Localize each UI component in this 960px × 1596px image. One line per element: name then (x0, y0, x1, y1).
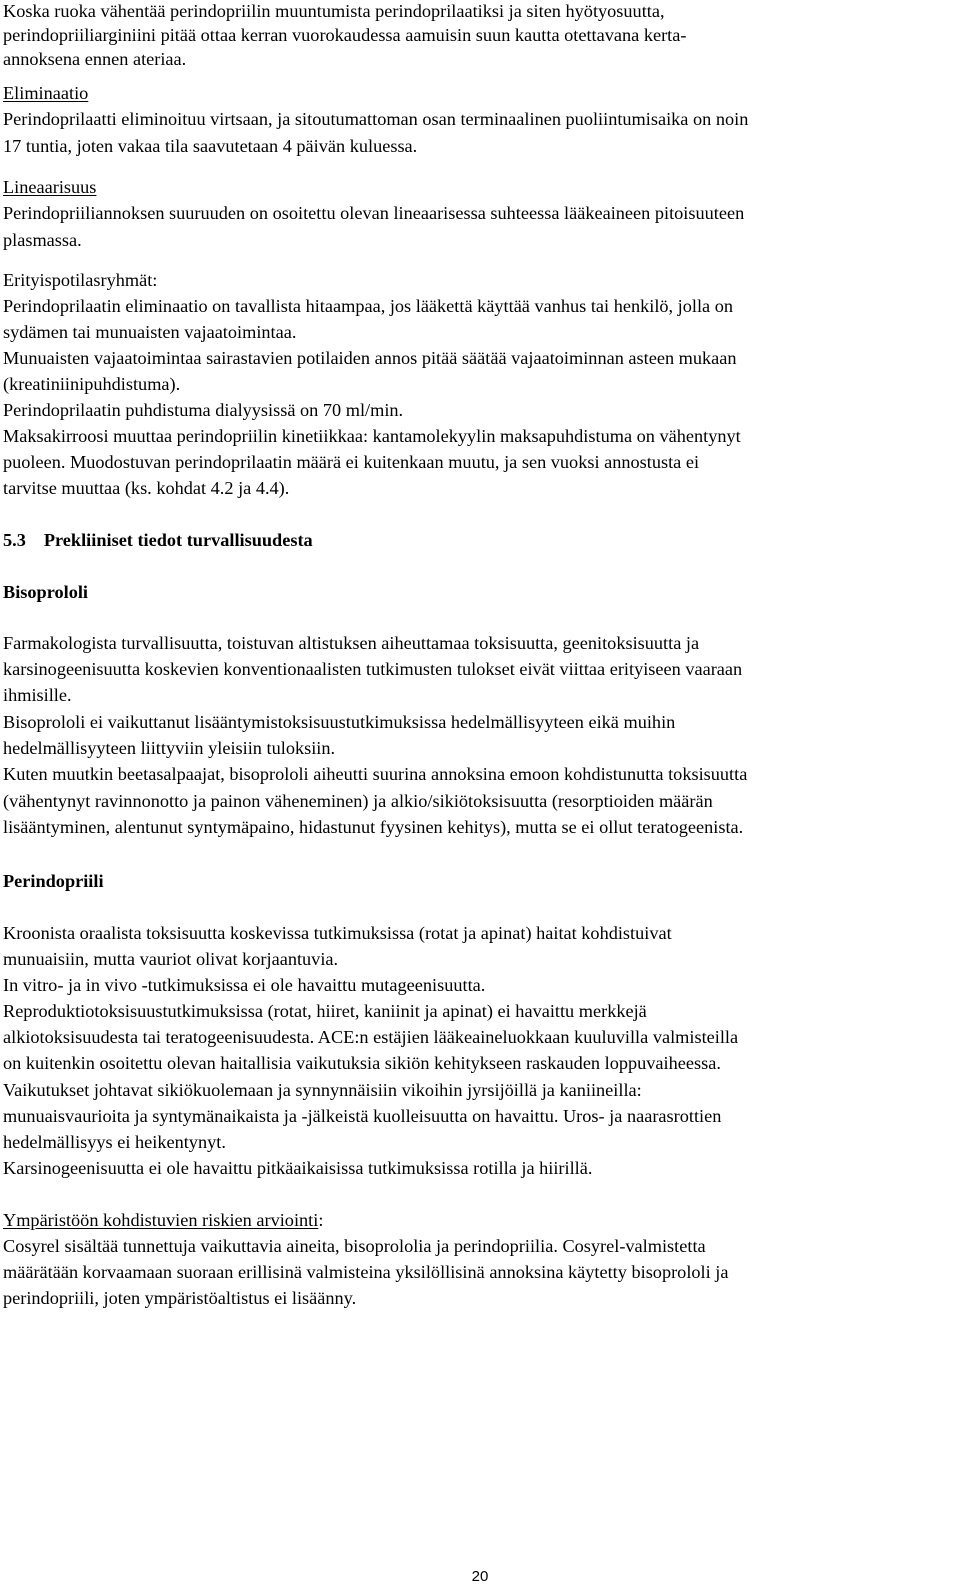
section-heading (3, 528, 313, 552)
text-line: (kreatiniinipuhdistuma). (3, 374, 181, 394)
subheading-linearity: Lineaarisuus (3, 177, 97, 197)
text-line: Perindopriiliannoksen suuruuden on osoitettu olevan lineaarisessa suhteessa lääkeaineen pitoisuuteen (3, 203, 745, 223)
text-line: Munuaisten vajaatoimintaa sairastavien potilaiden annos pitää säätää vajaatoiminnan asteen mukaan (3, 348, 737, 368)
subheading-elimination: Eliminaatio (3, 83, 89, 103)
subheading-bisoprolol: Bisoprololi (3, 582, 88, 602)
text-line: alkiotoksisuudesta tai teratogeenisuudesta. ACE:n estäjien lääkeaineluokkaan kuuluvilla valmisteilla (3, 1027, 739, 1047)
text-line: 17 tuntia, joten vakaa tila saavutetaan 4 päivän kuluessa. (3, 136, 418, 156)
text-line: munuaisvaurioita ja syntymänaikaista ja -jälkeistä kuolleisuutta on havaittu. Uros- ja naarasrottien (3, 1106, 722, 1126)
text-line: määrätään korvaamaan suoraan erillisinä valmisteina yksilöllisinä annoksina käytetty bisoprololi ja (3, 1262, 729, 1282)
subheading-perindopril: Perindopriili (3, 871, 104, 891)
environment-heading-text: Ympäristöön kohdistuvien riskien arviointi (3, 1210, 319, 1230)
section-title: Prekliiniset tiedot turvallisuudesta (43, 530, 313, 550)
page-number: 20 (471, 1568, 489, 1585)
text-line: on kuitenkin osoitettu olevan haitallisia vaikutuksia sikiön kehitykseen raskauden loppuvaiheessa. (3, 1053, 721, 1073)
text-line: Reproduktiotoksisuustutkimuksissa (rotat, hiiret, kaniinit ja apinat) ei havaittu merkkejä (3, 1001, 647, 1021)
text-line: plasmassa. (3, 230, 82, 250)
text-line: Kuten muutkin beetasalpaajat, bisoprololi aiheutti suurina annoksina emoon kohdistunutta toksisuutta (3, 764, 748, 784)
text-line: hedelmällisyyteen liittyviin yleisiin tuloksiin. (3, 738, 336, 758)
text-line: lisääntyminen, alentunut syntymäpaino, hidastunut fyysinen kehitys), mutta se ei ollut teratogeenista. (3, 817, 744, 837)
text-line: karsinogeenisuutta koskevien konventionaalisten tutkimusten tulokset eivät viittaa erityiseen vaaraan (3, 659, 743, 679)
text-line: perindopriiliarginiini pitää ottaa kerran vuorokaudessa aamuisin suun kautta otettavana kerta- (3, 25, 687, 45)
text-line: Cosyrel sisältää tunnettuja vaikuttavia aineita, bisoprololia ja perindopriilia. Cosyrel-valmistetta (3, 1236, 706, 1256)
text-line: ihmisille. (3, 685, 72, 705)
text-line: tarvitse muuttaa (ks. kohdat 4.2 ja 4.4). (3, 478, 290, 498)
environment-heading-colon: : (318, 1210, 324, 1230)
text-line: hedelmällisyys ei heikentynyt. (3, 1132, 226, 1152)
text-line: Koska ruoka vähentää perindopriilin muuntumista perindoprilaatiksi ja siten hyötyosuutta, (3, 1, 665, 21)
section-number: 5.3 (3, 530, 26, 550)
text-line: Vaikutukset johtavat sikiökuolemaan ja synnynnäisiin vikoihin jyrsijöillä ja kaniineilla: (3, 1080, 642, 1100)
text-line: Karsinogeenisuutta ei ole havaittu pitkäaikaisissa tutkimuksissa rotilla ja hiirillä. (3, 1158, 593, 1178)
text-line: (vähentynyt ravinnonotto ja painon väheneminen) ja alkio/sikiötoksisuutta (resorptioiden määrän (3, 791, 713, 811)
subheading-special-groups: Erityispotilasryhmät: (3, 270, 158, 290)
text-line: sydämen tai munuaisten vajaatoimintaa. (3, 322, 297, 342)
text-line: Perindoprilaatin eliminaatio on tavallista hitaampaa, jos lääkettä käyttää vanhus tai henkilö, jolla on (3, 296, 734, 316)
text-line: Perindoprilaatin puhdistuma dialyysissä on 70 ml/min. (3, 400, 404, 420)
text-line: Maksakirroosi muuttaa perindopriilin kinetiikkaa: kantamolekyylin maksapuhdistuma on vähentynyt (3, 426, 741, 446)
subheading-environment (3, 1208, 323, 1232)
text-line: In vitro- ja in vivo -tutkimuksissa ei ole havaittu mutageenisuutta. (3, 975, 486, 995)
text-line: perindopriili, joten ympäristöaltistus ei lisäänny. (3, 1288, 357, 1308)
text-line: annoksena ennen ateriaa. (3, 49, 187, 69)
text-line: Kroonista oraalista toksisuutta koskevissa tutkimuksissa (rotat ja apinat) haitat kohdistuivat (3, 923, 672, 943)
text-line: Bisoprololi ei vaikuttanut lisääntymistoksisuustutkimuksissa hedelmällisyyteen eikä muihin (3, 712, 676, 732)
text-line: puoleen. Muodostuvan perindoprilaatin määrä ei kuitenkaan muutu, ja sen vuoksi annostusta ei (3, 452, 700, 472)
text-line: Farmakologista turvallisuutta, toistuvan altistuksen aiheuttamaa toksisuutta, geenitoksisuutta ja (3, 633, 700, 653)
text-line: munuaisiin, mutta vauriot olivat korjaantuvia. (3, 949, 339, 969)
text-line: Perindoprilaatti eliminoituu virtsaan, ja sitoutumattoman osan terminaalinen puoliintumisaika on noin (3, 109, 749, 129)
